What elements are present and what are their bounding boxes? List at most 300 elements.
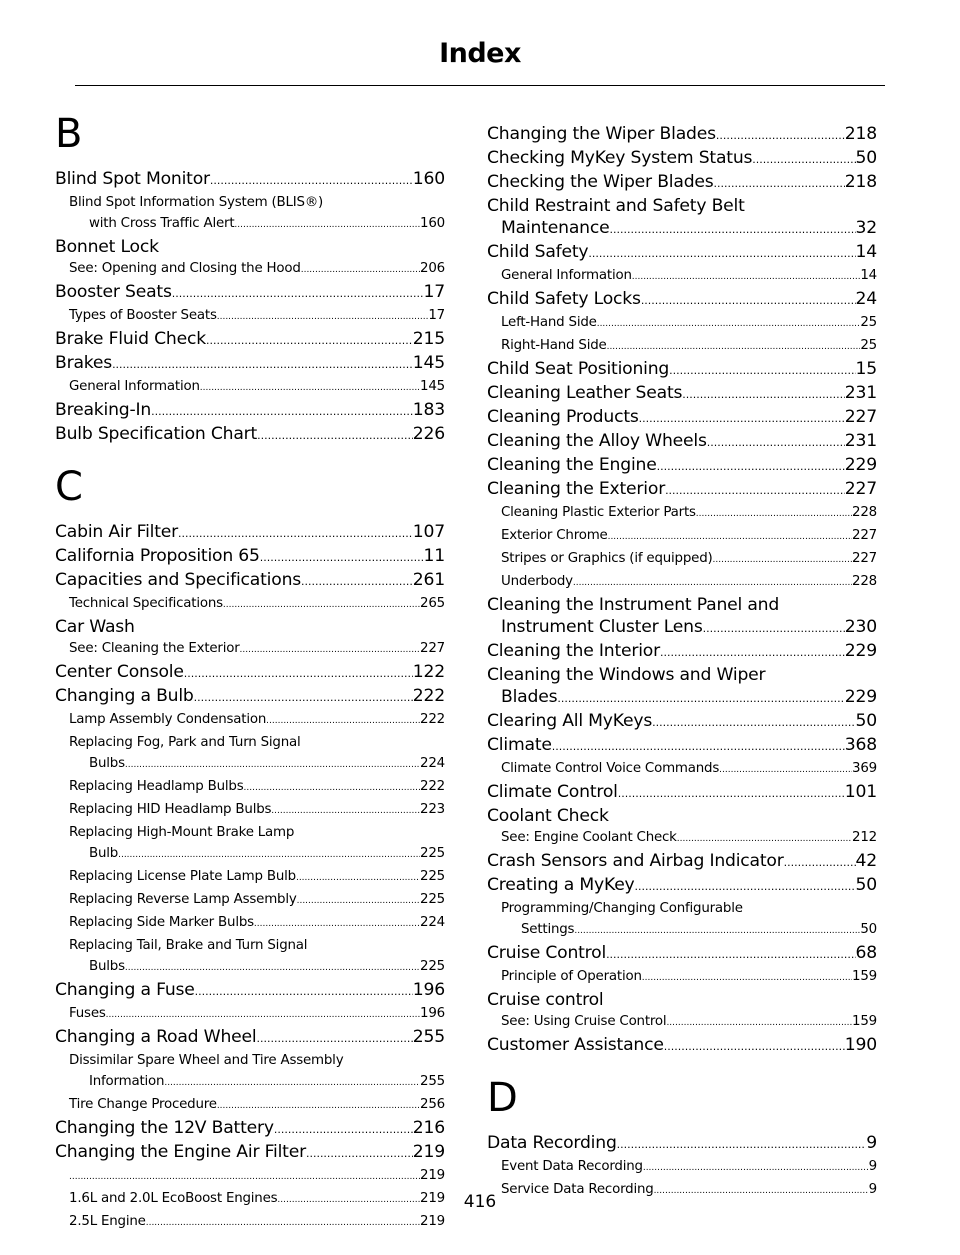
dot-leader	[752, 147, 855, 171]
title-divider	[75, 85, 885, 86]
entry-text: See: Opening and Closing the Hood	[69, 261, 301, 276]
index-subentry	[487, 827, 877, 850]
entry-row	[69, 889, 445, 912]
entry-text: Brake Fluid Check	[55, 329, 206, 349]
page-ref: 122	[412, 662, 445, 682]
dot-leader	[234, 213, 420, 236]
page-ref: 225	[420, 846, 445, 861]
index-entry	[487, 850, 877, 874]
entry-text: Instrument Cluster Lens	[501, 617, 703, 637]
index-entry	[487, 358, 877, 382]
dot-leader	[125, 753, 420, 776]
dot-leader	[557, 686, 844, 710]
entry-row	[69, 1094, 445, 1117]
entry-row	[487, 123, 877, 147]
page-ref: 206	[420, 261, 445, 276]
page-ref: 230	[844, 617, 877, 637]
entry-row	[55, 281, 445, 305]
entry-row	[501, 525, 877, 548]
dot-leader	[635, 874, 856, 898]
page-ref: 42	[855, 851, 877, 871]
page-ref: 225	[420, 892, 445, 907]
index-subentry	[487, 312, 877, 335]
index-entry	[55, 236, 445, 258]
entry-text: Event Data Recording	[501, 1159, 643, 1174]
page-ref: 265	[420, 596, 445, 611]
dot-leader	[714, 171, 845, 195]
entry-text-line: Replacing Fog, Park and Turn Signal	[69, 735, 301, 750]
page-ref: 369	[852, 761, 877, 776]
entry-row	[69, 956, 445, 979]
dot-leader	[194, 685, 413, 709]
entry-row	[55, 521, 445, 545]
index-subentry	[55, 638, 445, 661]
dot-leader	[178, 521, 413, 545]
dot-leader	[254, 912, 420, 935]
entry-row	[487, 781, 877, 805]
index-entry	[55, 616, 445, 638]
dot-leader	[274, 1117, 413, 1141]
entry-text: Center Console	[55, 662, 184, 682]
entry-text-line: Cleaning the Windows and Wiper	[487, 665, 766, 685]
section-letter: D	[487, 1075, 518, 1121]
page-ref: 226	[412, 424, 445, 444]
index-subentry	[487, 502, 877, 525]
page-ref: 222	[412, 686, 445, 706]
page-ref: 14	[860, 268, 877, 283]
dot-leader	[707, 430, 845, 454]
dot-leader	[552, 734, 845, 758]
dot-leader	[696, 502, 852, 525]
index-entry	[55, 1117, 445, 1141]
index-subentry	[487, 548, 877, 571]
dot-leader	[118, 843, 420, 866]
entry-row	[487, 147, 877, 171]
index-entry	[487, 805, 877, 827]
entry-row	[487, 241, 877, 265]
index-entry	[487, 734, 877, 758]
entry-row	[501, 1156, 877, 1179]
page-ref: 227	[852, 528, 877, 543]
entry-text-line: Cleaning the Instrument Panel and	[487, 595, 780, 615]
dot-leader	[666, 1011, 852, 1034]
index-entry	[55, 979, 445, 1003]
entry-row	[55, 979, 445, 1003]
dot-leader	[210, 168, 413, 192]
entry-text: Cleaning the Exterior	[487, 479, 666, 499]
entry-row	[69, 866, 445, 889]
entry-text-line: Programming/Changing Configurable	[501, 901, 743, 916]
dot-leader	[784, 850, 856, 874]
dot-leader	[271, 799, 420, 822]
index-entry	[55, 545, 445, 569]
entry-row	[501, 571, 877, 594]
dot-leader	[669, 358, 855, 382]
page-ref: 231	[844, 431, 877, 451]
index-entry	[55, 685, 445, 709]
dot-leader	[112, 352, 413, 376]
entry-row	[487, 734, 877, 758]
page-ref: 17	[428, 308, 445, 323]
entry-text: Cabin Air Filter	[55, 522, 179, 542]
index-entry	[487, 478, 877, 502]
index-subentry	[55, 799, 445, 822]
entry-row	[69, 1211, 445, 1234]
index-subentry	[55, 1094, 445, 1117]
page-ref: 25	[860, 338, 877, 353]
entry-text: Right-Hand Side	[501, 338, 607, 353]
dot-leader	[301, 258, 420, 281]
entry-text: Bonnet Lock	[55, 237, 159, 257]
dot-leader	[164, 1071, 420, 1094]
entry-row	[501, 312, 877, 335]
entry-text: Capacities and Specifications	[55, 570, 302, 590]
entry-row	[501, 335, 877, 358]
entry-text: Checking the Wiper Blades	[487, 172, 714, 192]
dot-leader	[618, 781, 845, 805]
entry-row	[69, 776, 445, 799]
entry-text: Climate	[487, 735, 552, 755]
dot-leader	[195, 979, 413, 1003]
page-ref: 196	[412, 980, 445, 1000]
entry-row	[55, 328, 445, 352]
index-column-right	[487, 123, 877, 1202]
entry-row	[501, 919, 877, 942]
index-entry	[55, 168, 445, 192]
index-subentry	[487, 525, 877, 548]
entry-text: Replacing HID Headlamp Bulbs	[69, 802, 272, 817]
dot-leader	[146, 1211, 420, 1234]
page-ref: 219	[412, 1142, 445, 1162]
entry-text: Maintenance	[501, 218, 610, 238]
page-ref: 229	[844, 641, 877, 661]
page-ref: 219	[420, 1214, 445, 1229]
index-subentry	[55, 732, 445, 776]
entry-text: Technical Specifications	[69, 596, 223, 611]
entry-text: Exterior Chrome	[501, 528, 608, 543]
entry-text: Bulb	[89, 846, 119, 861]
page-ref: 9	[868, 1182, 877, 1197]
entry-text: Booster Seats	[55, 282, 172, 302]
entry-row	[69, 593, 445, 616]
entry-row	[69, 843, 445, 866]
index-entry	[55, 399, 445, 423]
entry-row	[487, 1132, 877, 1156]
dot-leader	[296, 866, 420, 889]
index-entry	[487, 989, 877, 1011]
dot-leader	[69, 1165, 420, 1188]
entry-text: Customer Assistance	[487, 1035, 664, 1055]
dot-leader	[184, 661, 413, 685]
index-entry	[487, 664, 877, 710]
index-entry	[487, 781, 877, 805]
index-subentry	[487, 898, 877, 942]
index-entry	[487, 147, 877, 171]
index-entry	[487, 1132, 877, 1156]
entry-text: Fuses	[69, 1006, 106, 1021]
dot-leader	[664, 1034, 845, 1058]
entry-row	[69, 258, 445, 281]
entry-text: Climate Control Voice Commands	[501, 761, 720, 776]
page-ref: 223	[420, 802, 445, 817]
dot-leader	[217, 1094, 420, 1117]
page-ref: 11	[423, 546, 445, 566]
entry-row	[487, 640, 877, 664]
page-title: Index	[439, 38, 521, 69]
page-ref: 9	[866, 1133, 877, 1153]
entry-row	[487, 686, 877, 710]
index-entry	[55, 1141, 445, 1165]
page-ref: 229	[844, 455, 877, 475]
entry-row	[69, 799, 445, 822]
page-ref: 212	[852, 830, 877, 845]
page-ref: 219	[420, 1168, 445, 1183]
entry-text: Principle of Operation	[501, 969, 642, 984]
entry-row	[501, 502, 877, 525]
page-ref: 50	[855, 875, 877, 895]
entry-text: See: Cleaning the Exterior	[69, 641, 240, 656]
index-entry	[55, 281, 445, 305]
entry-row	[55, 168, 445, 192]
dot-leader	[266, 709, 420, 732]
entry-text: Cleaning the Engine	[487, 455, 657, 475]
entry-text: 1.6L and 2.0L EcoBoost Engines	[69, 1191, 278, 1206]
entry-row	[487, 874, 877, 898]
dot-leader	[306, 1141, 413, 1165]
page-ref: 219	[420, 1191, 445, 1206]
entry-text: Stripes or Graphics (if equipped)	[501, 551, 713, 566]
entry-row	[487, 1034, 877, 1058]
entry-text: Cleaning the Interior	[487, 641, 660, 661]
entry-text: Bulbs	[89, 756, 125, 771]
index-entry	[55, 1026, 445, 1050]
page-ref: 15	[855, 359, 877, 379]
dot-leader	[665, 478, 845, 502]
entry-row	[69, 1003, 445, 1026]
entry-row	[69, 638, 445, 661]
index-entry	[487, 406, 877, 430]
entry-text: Replacing Headlamp Bulbs	[69, 779, 244, 794]
page-ref: 255	[420, 1074, 445, 1089]
index-subentry	[55, 889, 445, 912]
index-entry	[487, 640, 877, 664]
entry-text: Child Safety	[487, 242, 589, 262]
entry-text-line: Blind Spot Information System (BLIS®)	[69, 195, 324, 210]
entry-row	[487, 171, 877, 195]
page-ref: 17	[423, 282, 445, 302]
index-subentry	[487, 758, 877, 781]
index-subentry	[55, 258, 445, 281]
entry-text: Car Wash	[55, 617, 135, 637]
entry-row	[487, 942, 877, 966]
page-ref: 216	[412, 1118, 445, 1138]
page-ref: 190	[844, 1035, 877, 1055]
dot-leader	[257, 423, 413, 447]
index-column-left	[55, 108, 445, 1234]
dot-leader	[597, 312, 861, 335]
entry-text-line: Replacing High-Mount Brake Lamp	[69, 825, 295, 840]
page-ref: 225	[420, 869, 445, 884]
page-ref: 101	[844, 782, 877, 802]
dot-leader	[606, 942, 855, 966]
entry-row	[55, 352, 445, 376]
dot-leader	[151, 399, 413, 423]
entry-row	[55, 1141, 445, 1165]
entry-text: Bulb Specification Chart	[55, 424, 258, 444]
index-entry	[487, 454, 877, 478]
page-ref: 255	[412, 1027, 445, 1047]
entry-row	[501, 1011, 877, 1034]
index-subentry	[487, 265, 877, 288]
index-subentry	[55, 822, 445, 866]
dot-leader	[574, 919, 860, 942]
page-ref: 224	[420, 915, 445, 930]
entry-row	[69, 709, 445, 732]
entry-row	[487, 288, 877, 312]
index-subentry	[55, 593, 445, 616]
page-ref: 196	[420, 1006, 445, 1021]
dot-leader	[641, 288, 856, 312]
page-ref: 160	[420, 216, 445, 231]
entry-row	[487, 406, 877, 430]
entry-text: Changing the Wiper Blades	[487, 124, 716, 144]
dot-leader	[608, 525, 852, 548]
dot-leader	[588, 241, 855, 265]
page-ref: 159	[852, 969, 877, 984]
dot-leader	[260, 545, 424, 569]
entry-text: Underbody	[501, 574, 573, 589]
index-subentry	[55, 1211, 445, 1234]
index-entry	[55, 569, 445, 593]
entry-text: Cleaning Products	[487, 407, 639, 427]
entry-text: Breaking-In	[55, 400, 152, 420]
page-ref: 25	[860, 315, 877, 330]
entry-text: 2.5L Engine	[69, 1214, 146, 1229]
entry-row	[501, 758, 877, 781]
page-ref: 228	[852, 574, 877, 589]
page-ref: 227	[852, 551, 877, 566]
entry-text: Checking MyKey System Status	[487, 148, 753, 168]
page-ref: 256	[420, 1097, 445, 1112]
entry-row	[69, 1071, 445, 1094]
dot-leader	[256, 1026, 412, 1050]
entry-row	[69, 912, 445, 935]
dot-leader	[682, 382, 845, 406]
page-ref: 227	[844, 407, 877, 427]
entry-text: Crash Sensors and Airbag Indicator	[487, 851, 784, 871]
entry-text: Cruise control	[487, 990, 604, 1010]
entry-text: Changing the 12V Battery	[55, 1118, 274, 1138]
section-letter: B	[55, 111, 83, 157]
index-entry	[487, 382, 877, 406]
page-ref: 225	[420, 959, 445, 974]
entry-row	[487, 850, 877, 874]
page-ref: 222	[420, 779, 445, 794]
index-subentry	[55, 376, 445, 399]
page-ref: 68	[855, 943, 877, 963]
entry-row	[55, 661, 445, 685]
entry-text: Creating a MyKey	[487, 875, 635, 895]
entry-text: Child Seat Positioning	[487, 359, 670, 379]
entry-row	[55, 423, 445, 447]
dot-leader	[125, 956, 420, 979]
entry-row	[487, 616, 877, 640]
page-ref: 159	[852, 1014, 877, 1029]
index-subentry	[55, 1003, 445, 1026]
dot-leader	[206, 328, 413, 352]
dot-leader	[172, 281, 424, 305]
dot-leader	[716, 123, 845, 147]
index-entry	[487, 195, 877, 241]
dot-leader	[240, 638, 420, 661]
index-subentry	[55, 709, 445, 732]
entry-row	[501, 548, 877, 571]
entry-row	[55, 685, 445, 709]
entry-text: General Information	[501, 268, 632, 283]
page-ref: 368	[844, 735, 877, 755]
entry-text: Changing a Road Wheel	[55, 1027, 257, 1047]
dot-leader	[573, 571, 852, 594]
dot-leader	[223, 593, 420, 616]
entry-text: Changing the Engine Air Filter	[55, 1142, 306, 1162]
page-ref: 14	[855, 242, 877, 262]
entry-text: Tire Change Procedure	[69, 1097, 217, 1112]
index-entry	[487, 594, 877, 640]
index-subentry	[487, 1011, 877, 1034]
entry-row	[487, 358, 877, 382]
dot-leader	[244, 776, 421, 799]
entry-row	[69, 753, 445, 776]
page-ref: 32	[855, 218, 877, 238]
dot-leader	[719, 758, 852, 781]
entry-text: See: Engine Coolant Check	[501, 830, 677, 845]
entry-text: Clearing All MyKeys	[487, 711, 653, 731]
dot-leader	[643, 1156, 869, 1179]
index-entry	[487, 171, 877, 195]
index-subentry	[487, 966, 877, 989]
entry-row	[487, 382, 877, 406]
index-subentry	[55, 776, 445, 799]
entry-text: Service Data Recording	[501, 1182, 654, 1197]
entry-text: Blades	[501, 687, 558, 707]
dot-leader	[632, 265, 861, 288]
entry-text: Settings	[521, 922, 575, 937]
entry-row	[55, 1026, 445, 1050]
page-ref: 231	[844, 383, 877, 403]
entry-text: Left-Hand Side	[501, 315, 597, 330]
entry-text: California Proposition 65	[55, 546, 260, 566]
entry-row	[55, 1117, 445, 1141]
entry-text: Coolant Check	[487, 806, 609, 826]
entry-row	[487, 454, 877, 478]
page-ref: 50	[860, 922, 877, 937]
index-entry	[55, 661, 445, 685]
entry-text: Bulbs	[89, 959, 125, 974]
entry-row	[487, 478, 877, 502]
page-ref: 183	[412, 400, 445, 420]
entry-row	[487, 430, 877, 454]
entry-row	[55, 569, 445, 593]
page-ref: 145	[420, 379, 445, 394]
dot-leader	[642, 966, 852, 989]
page-ref: 218	[844, 172, 877, 192]
page-number: 416	[463, 1192, 497, 1212]
page-ref: 229	[844, 687, 877, 707]
page-ref: 215	[412, 329, 445, 349]
entry-row	[69, 376, 445, 399]
page-ref: 261	[412, 570, 445, 590]
entry-text: Cleaning Leather Seats	[487, 383, 683, 403]
